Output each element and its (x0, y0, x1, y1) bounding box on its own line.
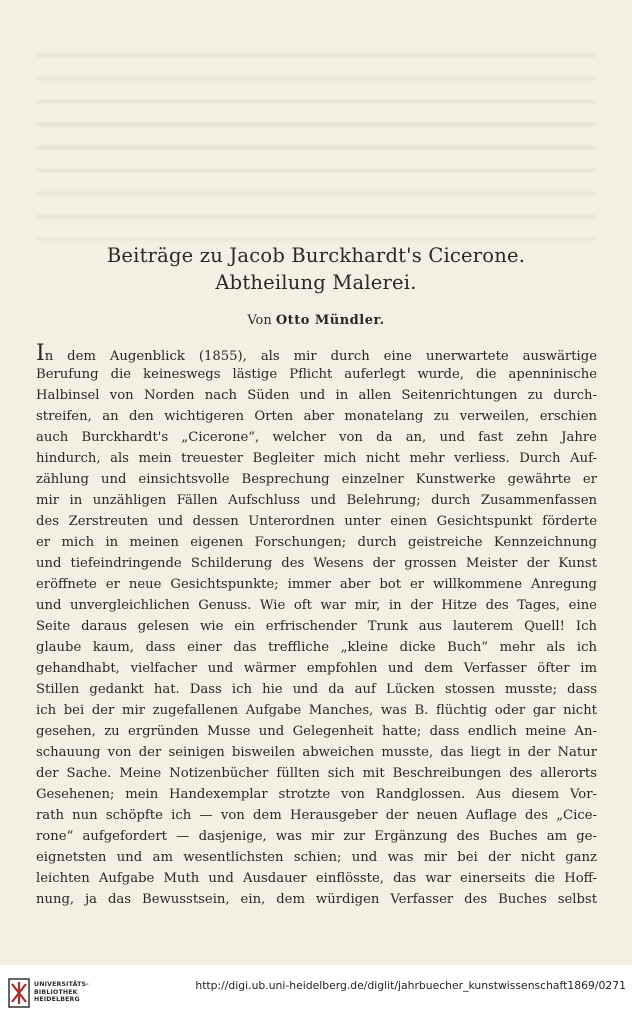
byline-prefix: Von (247, 313, 272, 328)
body-line: streifen, an den wichtigeren Orten aber monatelang zu verweilen, erschien (36, 409, 597, 424)
body-line: Halbinsel von Norden nach Süden und in allen Seitenrichtungen zu durch- (36, 388, 597, 403)
body-line: der Sache. Meine Notizenbücher füllten sich mit Beschreibungen des allerorts (36, 766, 597, 781)
body-line-text: n dem Augenblick (1855), als mir durch eine unerwartete auswärtige (44, 349, 597, 364)
article-title-line-1: Beiträge zu Jacob Burckhardt's Cicerone. (106, 244, 526, 267)
body-line: eröffnete er neue Gesichtspunkte; immer aber bot er willkommene Anregung (36, 577, 597, 592)
body-line: eignetsten und am wesentlichsten schien; und was mir bei der nicht ganz (36, 850, 597, 865)
body-line: und unvergleichlichen Genuss. Wie oft war mir, in der Hitze des Tages, eine (36, 598, 597, 613)
byline (0, 313, 632, 328)
body-line: und tiefeindringende Schilderung des Wesens der grossen Meister der Kunst (36, 556, 597, 571)
body-line: gesehen, zu ergründen Musse und Gelegenheit hatte; dass endlich meine An- (36, 724, 597, 739)
library-seal-icon (8, 978, 30, 1008)
body-line: ich bei der mir zugefallenen Aufgabe Manches, was B. flüchtig oder gar nicht (36, 703, 597, 718)
body-line: er mich in meinen eigenen Forschungen; durch geistreiche Kennzeichnung (36, 535, 597, 550)
body-line: rath nun schöpfte ich — von dem Herausgeber der neuen Auflage des „Cice- (36, 808, 597, 823)
body-line: des Zerstreuten und dessen Unterordnen unter einen Gesichtspunkt förderte (36, 514, 597, 529)
body-line: Stillen gedankt hat. Dass ich hie und da auf Lücken stossen musste; dass (36, 682, 597, 697)
body-line: Seite daraus gelesen wie ein erfrischender Trunk aus lauterem Quell! Ich (36, 619, 597, 634)
body-line: Gesehenen; mein Handexemplar strotzte von Randglossen. Aus diesem Vor- (36, 787, 597, 802)
body-line: hindurch, als mein treuester Begleiter mich nicht mehr verliess. Durch Auf- (36, 451, 597, 466)
body-line: mir in unzähligen Fällen Aufschluss und Belehrung; durch Zusammenfassen (36, 493, 597, 508)
author-name: Otto Mündler. (275, 313, 385, 328)
article-title-line-2: Abtheilung Malerei. (215, 271, 417, 294)
body-line: rone“ aufgefordert — dasjenige, was mir zur Ergänzung des Buches am ge- (36, 829, 597, 844)
library-name: UNIVERSITÄTS- BIBLIOTHEK HEIDELBERG (34, 981, 89, 1003)
bleed-through-text (36, 40, 596, 240)
body-line: glaube kaum, dass einer das treffliche „kleine dicke Buch“ mehr als ich (36, 640, 597, 655)
body-line: auch Burckhardt's „Cicerone“, welcher von da an, und fast zehn Jahre (36, 430, 597, 445)
source-url-link[interactable]: http://digi.ub.uni-heidelberg.de/diglit/jahrbuecher_kunstwissenschaft1869/0271 (195, 979, 626, 992)
body-line: Berufung die keineswegs lästige Pflicht auferlegt wurde, die apenninische (36, 367, 597, 382)
body-line: nung, ja das Bewusstsein, ein, dem würdigen Verfasser des Buches selbst (36, 892, 597, 907)
body-line: gehandhabt, vielfacher und wärmer empfohlen und dem Verfasser öfter im (36, 661, 597, 676)
drop-cap: I (36, 343, 45, 364)
body-line (36, 343, 597, 364)
body-text (36, 343, 597, 910)
body-line: leichten Aufgabe Muth und Ausdauer einflösste, das war einerseits die Hoff- (36, 871, 597, 886)
footer-bar (0, 965, 632, 1017)
body-line: zählung und einsichtsvolle Besprechung einzelner Kunstwerke gewährte er (36, 472, 597, 487)
body-line: schauung von der seinigen bisweilen abweichen musste, das liegt in der Natur (36, 745, 597, 760)
